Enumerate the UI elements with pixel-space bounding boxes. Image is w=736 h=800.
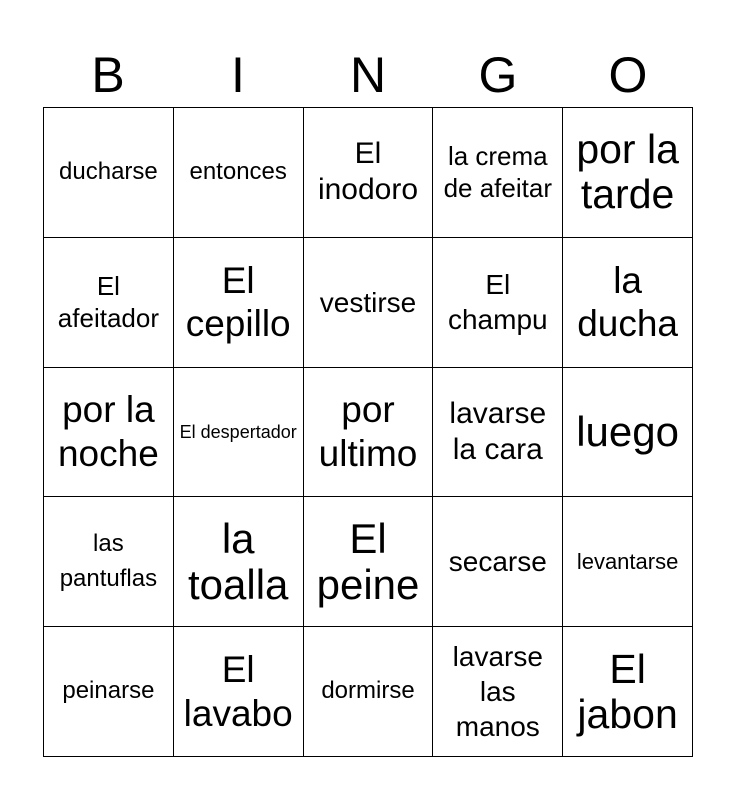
cell-text: dormirse (321, 677, 415, 705)
bingo-cell[interactable] (304, 368, 434, 498)
bingo-cell[interactable] (44, 627, 174, 757)
cell-text: por la tarde (576, 126, 679, 218)
bingo-cell[interactable] (433, 368, 563, 498)
bingo-cell[interactable] (44, 108, 174, 238)
bingo-cell[interactable] (304, 497, 434, 627)
bingo-cell[interactable] (174, 108, 304, 238)
bingo-cell[interactable] (433, 627, 563, 757)
bingo-cell[interactable] (563, 497, 693, 627)
bingo-cell[interactable] (563, 368, 693, 498)
cell-text: El despertador (179, 421, 297, 442)
bingo-cell[interactable] (433, 238, 563, 368)
bingo-cell[interactable] (44, 238, 174, 368)
cell-text: El inodoro (317, 137, 419, 207)
bingo-cell[interactable] (563, 238, 693, 368)
cell-text: las pantuflas (59, 529, 158, 592)
bingo-cell[interactable] (44, 368, 174, 498)
cell-text: lavarse las manos (452, 641, 543, 743)
bingo-cell[interactable] (433, 497, 563, 627)
bingo-cell[interactable] (44, 497, 174, 627)
header-letter-i: I (231, 47, 245, 103)
cell-text: El cepillo (185, 259, 291, 345)
bingo-cell[interactable] (563, 108, 693, 238)
bingo-cell[interactable] (174, 497, 304, 627)
cell-text: peinarse (62, 677, 155, 705)
header-letter-g: G (478, 47, 518, 103)
bingo-cell[interactable] (304, 238, 434, 368)
cell-text: ducharse (59, 158, 158, 185)
cell-text: vestirse (319, 286, 417, 318)
cell-text: luego (576, 407, 679, 455)
bingo-cell[interactable] (174, 627, 304, 757)
cell-text: la toalla (187, 514, 289, 608)
bingo-cell[interactable] (174, 368, 304, 498)
cell-text: por la noche (57, 389, 159, 474)
cell-text: la ducha (577, 259, 678, 345)
bingo-cell[interactable] (304, 108, 434, 238)
cell-text: El lavabo (183, 648, 293, 734)
bingo-header (43, 44, 693, 106)
header-letter-n: N (349, 47, 387, 103)
cell-text: entonces (189, 158, 287, 185)
cell-text: El jabon (577, 645, 678, 737)
bingo-cell[interactable] (563, 627, 693, 757)
cell-text: la crema de afeitar (443, 140, 552, 204)
cell-text: El afeitador (57, 270, 159, 334)
cell-text: El peine (316, 514, 420, 608)
cell-text: secarse (448, 546, 547, 578)
cell-text: lavarse la cara (449, 396, 547, 466)
bingo-cell[interactable] (174, 238, 304, 368)
cell-text: El champu (447, 269, 548, 336)
cell-text: por ultimo (318, 389, 418, 474)
cell-text: levantarse (576, 549, 679, 575)
bingo-cell[interactable] (304, 627, 434, 757)
header-letter-o: O (608, 47, 648, 103)
bingo-card-grid (43, 107, 693, 757)
bingo-cell[interactable] (433, 108, 563, 238)
header-letter-b: B (91, 47, 125, 103)
